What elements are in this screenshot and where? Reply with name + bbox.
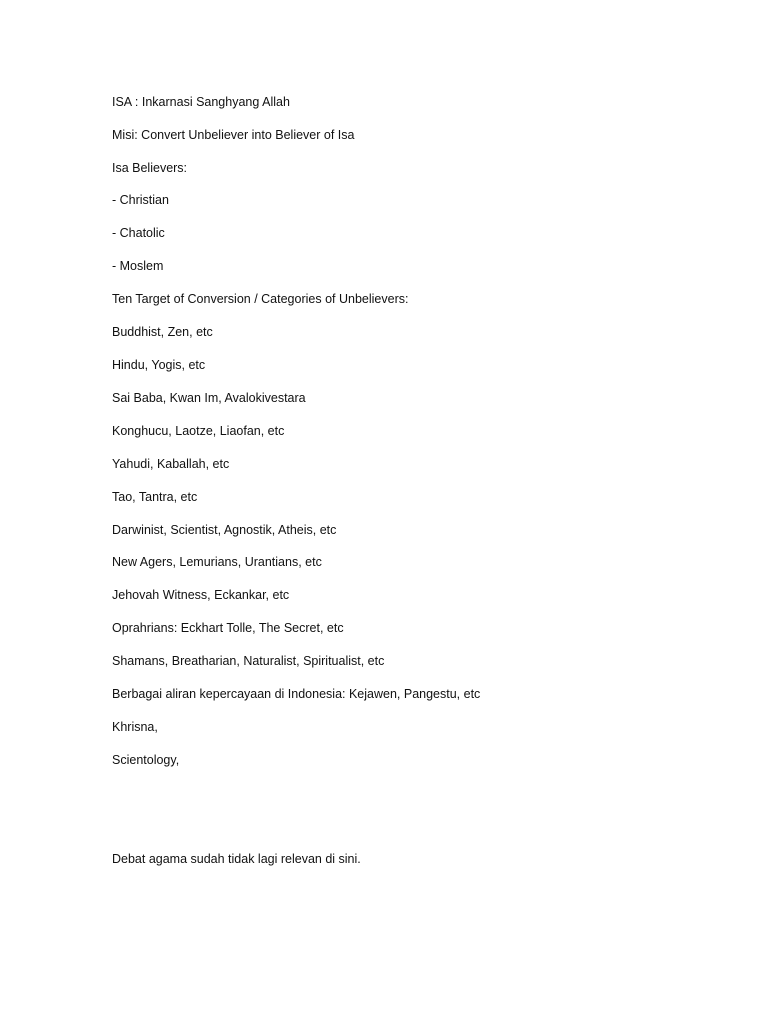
believer-item: - Chatolic	[112, 226, 165, 240]
target-item: Konghucu, Laotze, Liaofan, etc	[112, 424, 285, 438]
doc-title-line: ISA : Inkarnasi Sanghyang Allah	[112, 95, 290, 109]
closing-line: Debat agama sudah tidak lagi relevan di sini.	[112, 852, 361, 866]
target-item: Darwinist, Scientist, Agnostik, Atheis, etc	[112, 523, 337, 537]
target-item: Jehovah Witness, Eckankar, etc	[112, 588, 290, 602]
target-item: Hindu, Yogis, etc	[112, 358, 206, 372]
target-item: New Agers, Lemurians, Urantians, etc	[112, 555, 322, 569]
mission-line: Misi: Convert Unbeliever into Believer of Isa	[112, 128, 355, 142]
target-item: Scientology,	[112, 753, 180, 767]
target-item: Tao, Tantra, etc	[112, 490, 198, 504]
target-item: Oprahrians: Eckhart Tolle, The Secret, etc	[112, 621, 344, 635]
target-item: Buddhist, Zen, etc	[112, 325, 213, 339]
target-item: Yahudi, Kaballah, etc	[112, 457, 230, 471]
believers-heading: Isa Believers:	[112, 161, 188, 175]
believer-item: - Christian	[112, 193, 169, 207]
targets-heading: Ten Target of Conversion / Categories of Unbelievers:	[112, 292, 409, 306]
target-item: Sai Baba, Kwan Im, Avalokivestara	[112, 391, 306, 405]
target-item: Berbagai aliran kepercayaan di Indonesia: Kejawen, Pangestu, etc	[112, 687, 481, 701]
believer-item: - Moslem	[112, 259, 164, 273]
target-item: Khrisna,	[112, 720, 158, 734]
target-item: Shamans, Breatharian, Naturalist, Spiritualist, etc	[112, 654, 385, 668]
